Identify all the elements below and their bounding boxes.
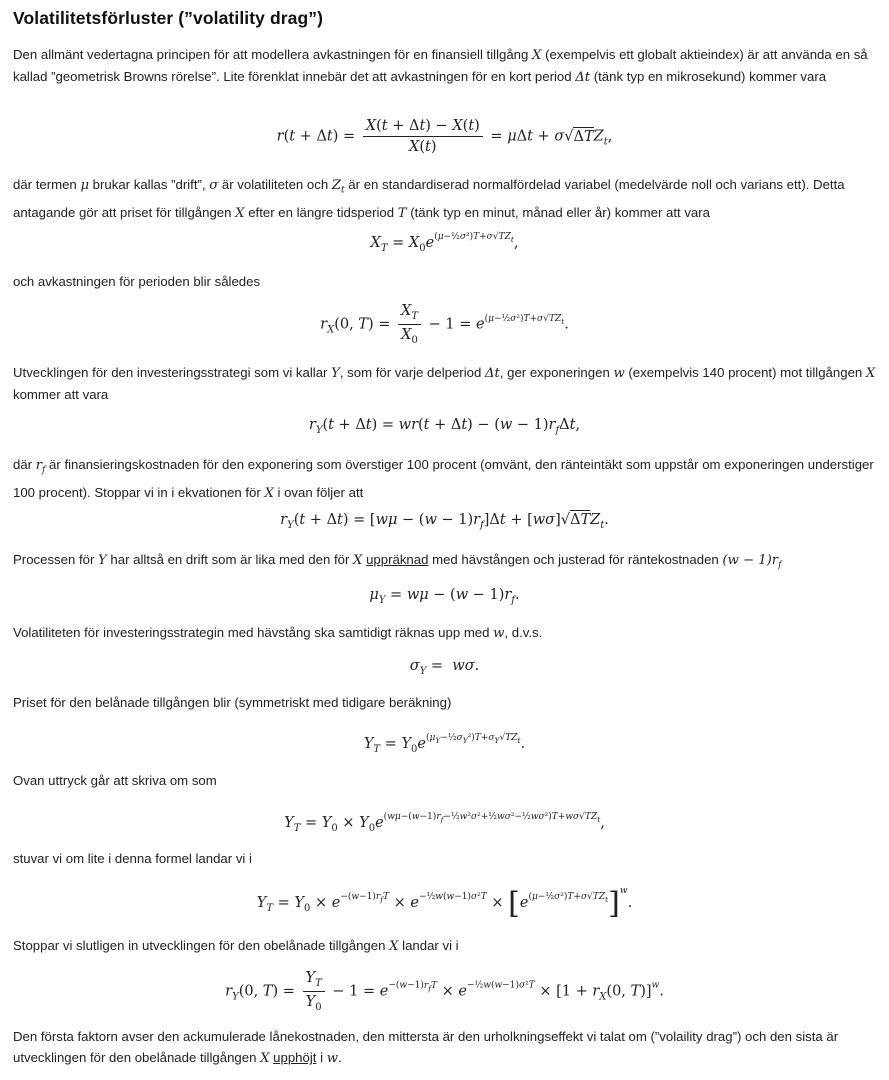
paragraph-rewrite: Ovan uttryck går att skriva om som <box>13 773 217 788</box>
equation-price-x: $X_T = X_0e^{(\mu-\frac{1}{2}\sigma^2)T+\sigma√TZ_t}$, <box>370 232 519 254</box>
equation-return-y-final: $r_Y(0$, T) = $\frac{Y_T}{Y_0}$ − $1 = e^{-(w-1)r_fT} \times e^{-\frac{1}{2}w(w-1)\sigma^2T} \times [1 + r_X(0$, T)]$^w$. <box>225 970 664 1013</box>
page-title: Volatilitetsförluster (”volatility drag”) <box>13 8 324 28</box>
paragraph-rearrange: stuvar vi om lite i denna formel landar vi i <box>13 851 252 866</box>
equation-return-y: $r_Y(t + \Delta t) = wr(t + \Delta t) - (w - 1)r_f\Delta t$, <box>308 417 581 436</box>
paragraph-intro: Den allmänt vedertagna principen för att modellera avkastningen för en finansiell tillgång X (exempelvis ett globalt aktieindex) är att använda en så kallad ”geometrisk Browns rörelse”. Lite förenklat innebär det att avkastningen för en kort period Δt (tänk typ en mikrosekund) kommer vara <box>13 47 868 85</box>
paragraph-conclusion: Den första faktorn avser den ackumulerade lånekostnaden, den mittersta är den urholkningseffekt vi talat om (”volaility drag”) och den sista är utvecklingen för den obelånade tillgången X upphöjt i w. <box>13 1029 839 1066</box>
paragraph-volatility-y: Volatiliteten för investeringsstrategin med hävstång ska samtidigt räknas upp med w, d.v.s. <box>13 625 543 641</box>
paragraph-final-step: Stoppar vi slutligen in utvecklingen för den obelånade tillgången X landar vi i <box>13 938 459 954</box>
paragraph-leveraged-price: Priset för den belånade tillgången blir (symmetriskt med tidigare beräkning) <box>13 695 452 710</box>
equation-price-y-factored: $Y_T = Y_0 \times e^{-(w-1)r_fT} \times e^{-\frac{1}{2}w(w-1)\sigma^2T} \times [e^{(\mu-\frac{1}{2}\sigma^2)T+\sigma√TZ_t}]^w$. <box>256 886 633 921</box>
paragraph-financing-cost: där $r_f$ är finansieringskostnaden för den exponering som överstiger 100 procent (omvänt, den ränteintäkt som uppstår om exponeringen understiger 100 procent). Stoppar vi in i ekvationen för X i ovan följer att <box>13 457 874 501</box>
equation-short-return: r(t + Δt) = $\frac{X(t + \Delta t) - X(t)}{X(t)}$ = $\mu\Delta t + \sigma√\Delta TZ_t$, <box>276 118 613 155</box>
equation-price-y-rewritten: $Y_T = Y_0 \times Y_0e^{(w\mu-(w-1)r_f-\frac{1}{2}w^2\sigma^2+\frac{1}{2}w\sigma^2-\frac{1}{2}w\sigma^2)T+w\sigma√TZ_t}$, <box>284 812 605 834</box>
equation-return-y-expanded: $r_Y(t + \Delta t) = [w\mu - (w - 1)r_f]\Delta t + [w\sigma]√\Delta TZ_t$. <box>280 512 609 531</box>
equation-return-x: $r_X(0$, T) = $\frac{X_T}{X_0}$ − $1 = e^{(\mu-\frac{1}{2}\sigma^2)T+\sigma√TZ_t}$. <box>320 303 569 346</box>
paragraph-drift-y: Processen för Y har alltså en drift som är lika med den för X uppräknad med hävstången och justerad för räntekostnaden $(w - 1)r_f$ <box>13 552 782 571</box>
paragraph-period-return: och avkastningen för perioden blir således <box>13 274 261 289</box>
equation-price-y: $Y_T = Y_0e^{(\mu_Y-\frac{1}{2}\sigma_Y^2)T+\sigma_Y√TZ_t}$. <box>363 733 526 755</box>
paragraph-strategy-y: Utvecklingen för den investeringsstrategi som vi kallar Y, som för varje delperiod Δt, ger exponeringen w (exempelvis 140 procent) mot tillgången X kommer att vara <box>13 365 876 402</box>
paragraph-drift: där termen μ brukar kallas ”drift”, σ är volatiliteten och $Z_t$ är en standardiserad normalfördelad variabel (medelvärde noll och varians ett). Detta antagande gör att priset för tillgången X efter en längre tidsperiod T (tänk typ en minut, månad eller år) kommer att vara <box>13 177 845 221</box>
equation-mu-y: $\mu_Y = w\mu - (w - 1)r_f$. <box>369 587 520 606</box>
equation-sigma-y: $\sigma_Y = w\sigma$. <box>409 658 480 677</box>
